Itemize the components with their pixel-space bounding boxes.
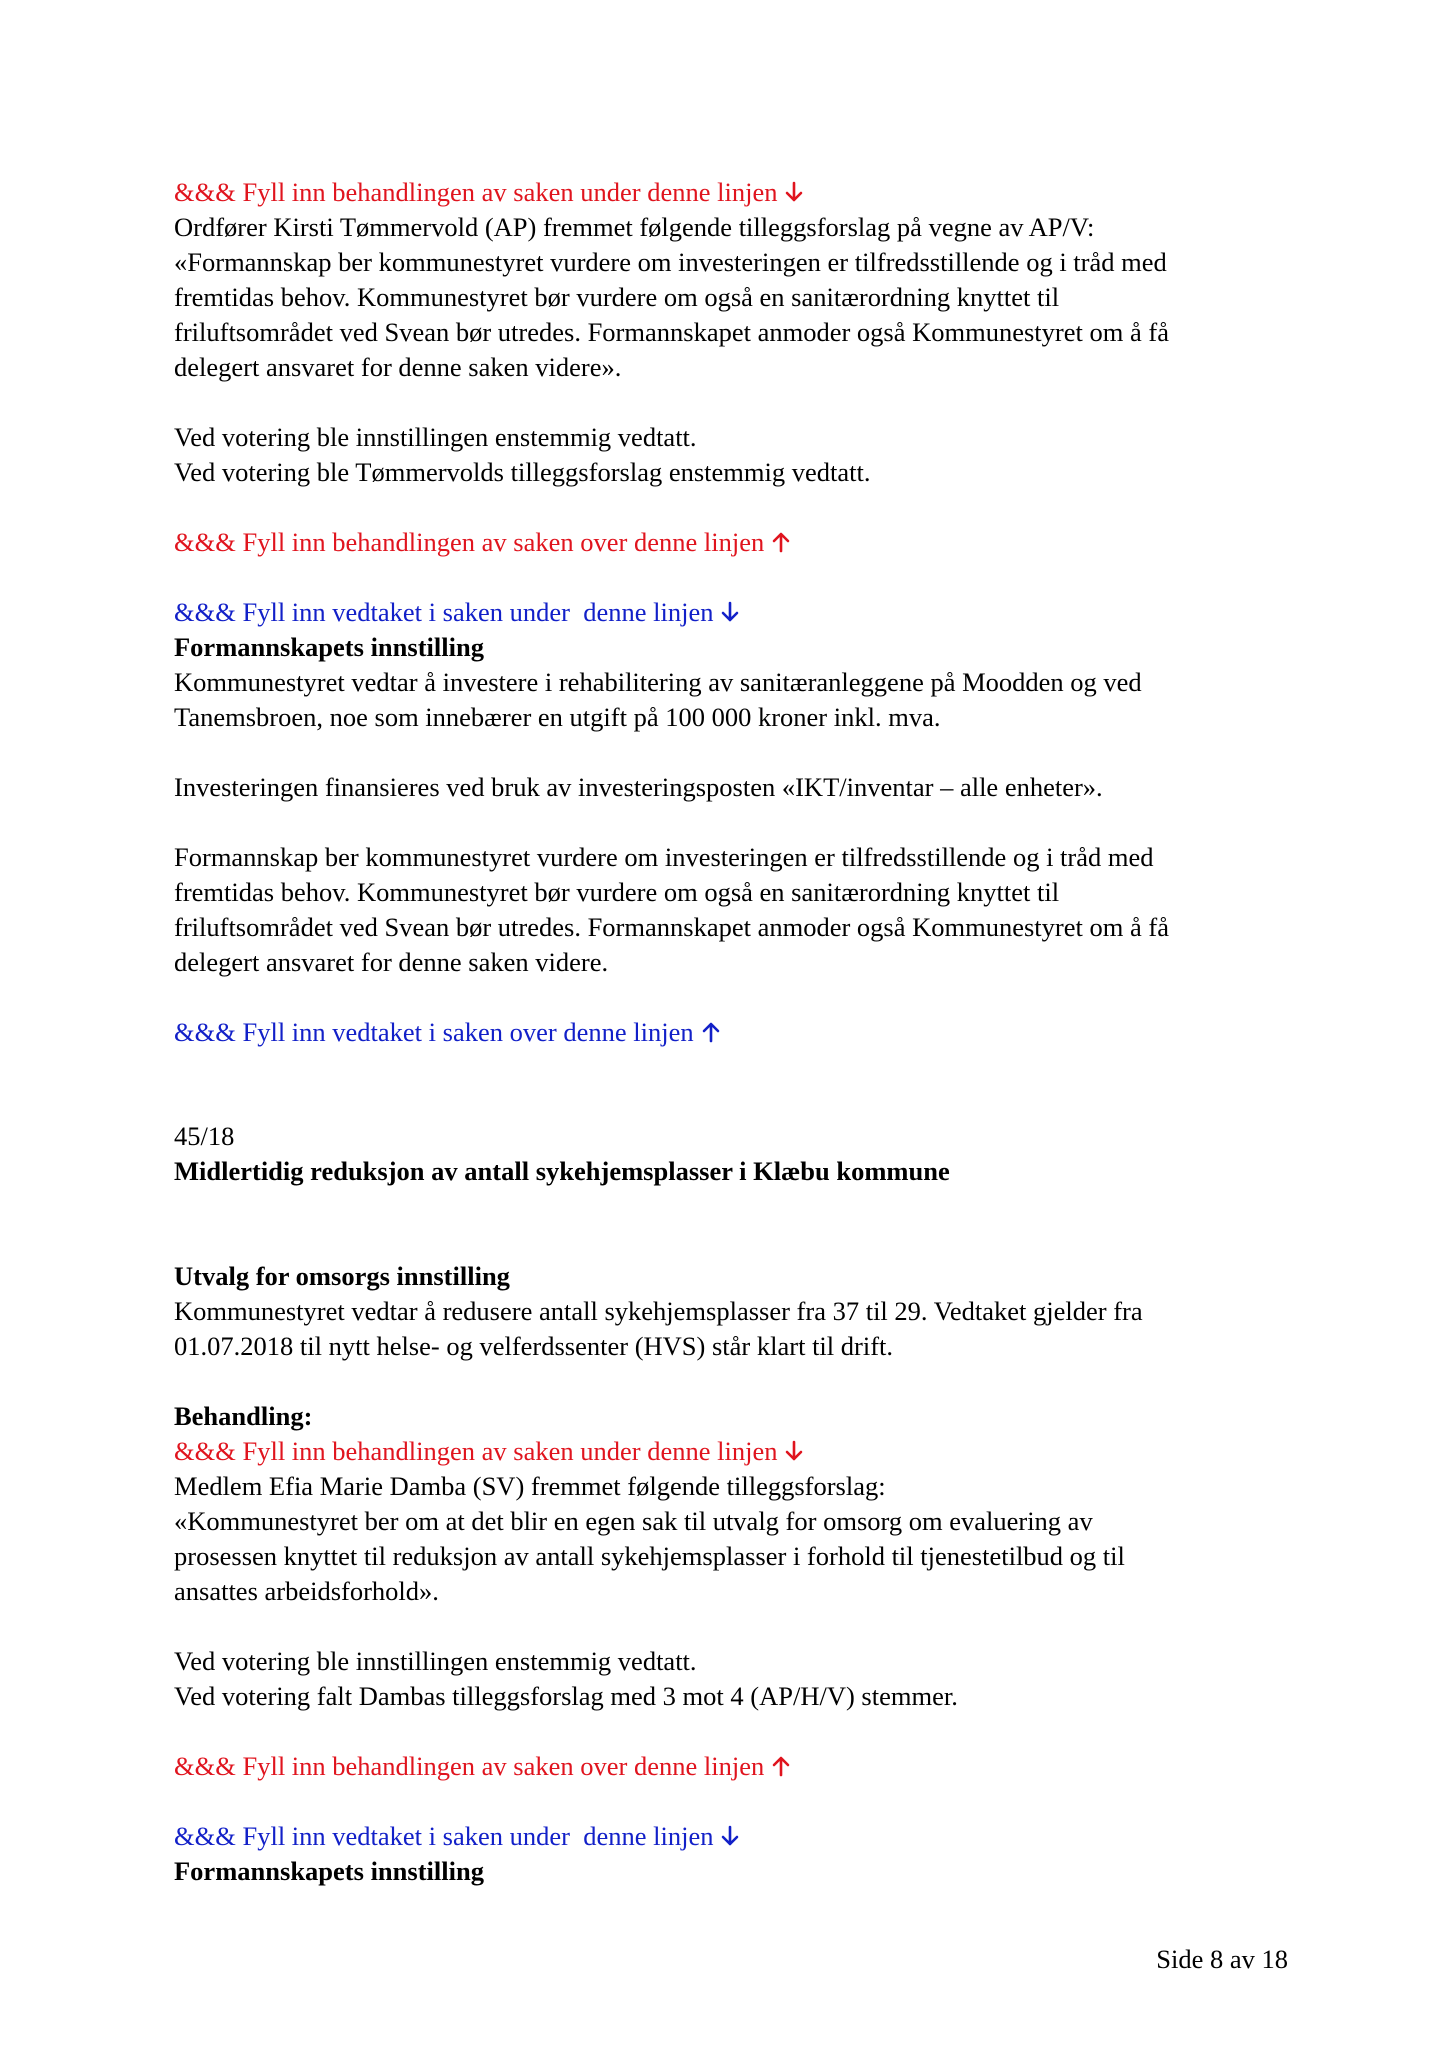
votering-line: Ved votering ble Tømmervolds tilleggsforslag enstemmig vedtatt. [174, 457, 871, 487]
marker-text: &&& Fyll inn behandlingen av saken over denne linjen [174, 1751, 765, 1781]
vedtak-end-marker [174, 1015, 1294, 1050]
behandling-line: prosessen knyttet til reduksjon av antall sykehjemsplasser i forhold til tjenestetilbud og til [174, 1541, 1125, 1571]
marker-text: &&& Fyll inn vedtaket i saken under denne linjen [174, 597, 714, 627]
case-title: Midlertidig reduksjon av antall sykehjemsplasser i Klæbu kommune [174, 1156, 950, 1186]
innstilling-heading: Formannskapets innstilling [174, 1856, 484, 1886]
behandling-start-marker [174, 175, 1294, 210]
arrow-up-icon [772, 531, 790, 553]
marker-text: &&& Fyll inn vedtaket i saken under denne linjen [174, 1821, 714, 1851]
document-body [174, 175, 1294, 1889]
votering-line: Ved votering ble innstillingen enstemmig vedtatt. [174, 422, 697, 452]
votering-line: Ved votering ble innstillingen enstemmig vedtatt. [174, 1646, 697, 1676]
arrow-down-icon [721, 601, 739, 623]
vedtak-line: Tanemsbroen, noe som innebærer en utgift på 100 000 kroner inkl. mva. [174, 702, 941, 732]
arrow-down-icon [785, 1440, 803, 1462]
utvalg-heading: Utvalg for omsorgs innstilling [174, 1261, 510, 1291]
utvalg-line: Kommunestyret vedtar å redusere antall sykehjemsplasser fra 37 til 29. Vedtaket gjelder fra [174, 1296, 1143, 1326]
marker-text: &&& Fyll inn behandlingen av saken under denne linjen [174, 177, 778, 207]
behandling-heading: Behandling: [174, 1401, 313, 1431]
behandling-line: Medlem Efia Marie Damba (SV) fremmet følgende tilleggsforslag: [174, 1471, 886, 1501]
behandling-line: fremtidas behov. Kommunestyret bør vurdere om også en sanitærordning knyttet til [174, 282, 1060, 312]
arrow-up-icon [772, 1755, 790, 1777]
case-number: 45/18 [174, 1121, 235, 1151]
vedtak-line: Kommunestyret vedtar å investere i rehabilitering av sanitæranleggene på Moodden og ved [174, 667, 1142, 697]
marker-text: &&& Fyll inn behandlingen av saken over denne linjen [174, 527, 765, 557]
vedtak-start-marker [174, 1819, 1294, 1854]
behandling-line: ansattes arbeidsforhold». [174, 1576, 439, 1606]
vedtak-line: fremtidas behov. Kommunestyret bør vurdere om også en sanitærordning knyttet til [174, 877, 1060, 907]
vedtak-line: friluftsområdet ved Svean bør utredes. Formannskapet anmoder også Kommunestyret om å få [174, 912, 1169, 942]
utvalg-line: 01.07.2018 til nytt helse- og velferdssenter (HVS) står klart til drift. [174, 1331, 894, 1361]
behandling-line: Ordfører Kirsti Tømmervold (AP) fremmet følgende tilleggsforslag på vegne av AP/V: [174, 212, 1095, 242]
marker-text: &&& Fyll inn behandlingen av saken under denne linjen [174, 1436, 778, 1466]
vedtak-line: Formannskap ber kommunestyret vurdere om investeringen er tilfredsstillende og i tråd med [174, 842, 1154, 872]
innstilling-heading: Formannskapets innstilling [174, 632, 484, 662]
arrow-down-icon [785, 181, 803, 203]
arrow-down-icon [721, 1825, 739, 1847]
arrow-up-icon [702, 1021, 720, 1043]
behandling-line: delegert ansvaret for denne saken videre». [174, 352, 622, 382]
vedtak-line: delegert ansvaret for denne saken videre. [174, 947, 609, 977]
vedtak-start-marker [174, 595, 1294, 630]
behandling-line: «Kommunestyret ber om at det blir en egen sak til utvalg for omsorg om evaluering av [174, 1506, 1093, 1536]
behandling-end-marker [174, 525, 1294, 560]
marker-text: &&& Fyll inn vedtaket i saken over denne linjen [174, 1017, 694, 1047]
behandling-end-marker [174, 1749, 1294, 1784]
vedtak-line: Investeringen finansieres ved bruk av investeringsposten «IKT/inventar – alle enheter». [174, 772, 1103, 802]
page-number: Side 8 av 18 [1156, 1944, 1288, 1974]
behandling-start-marker [174, 1434, 1294, 1469]
votering-line: Ved votering falt Dambas tilleggsforslag med 3 mot 4 (AP/H/V) stemmer. [174, 1681, 958, 1711]
behandling-line: «Formannskap ber kommunestyret vurdere om investeringen er tilfredsstillende og i tråd med [174, 247, 1167, 277]
behandling-line: friluftsområdet ved Svean bør utredes. Formannskapet anmoder også Kommunestyret om å få [174, 317, 1169, 347]
